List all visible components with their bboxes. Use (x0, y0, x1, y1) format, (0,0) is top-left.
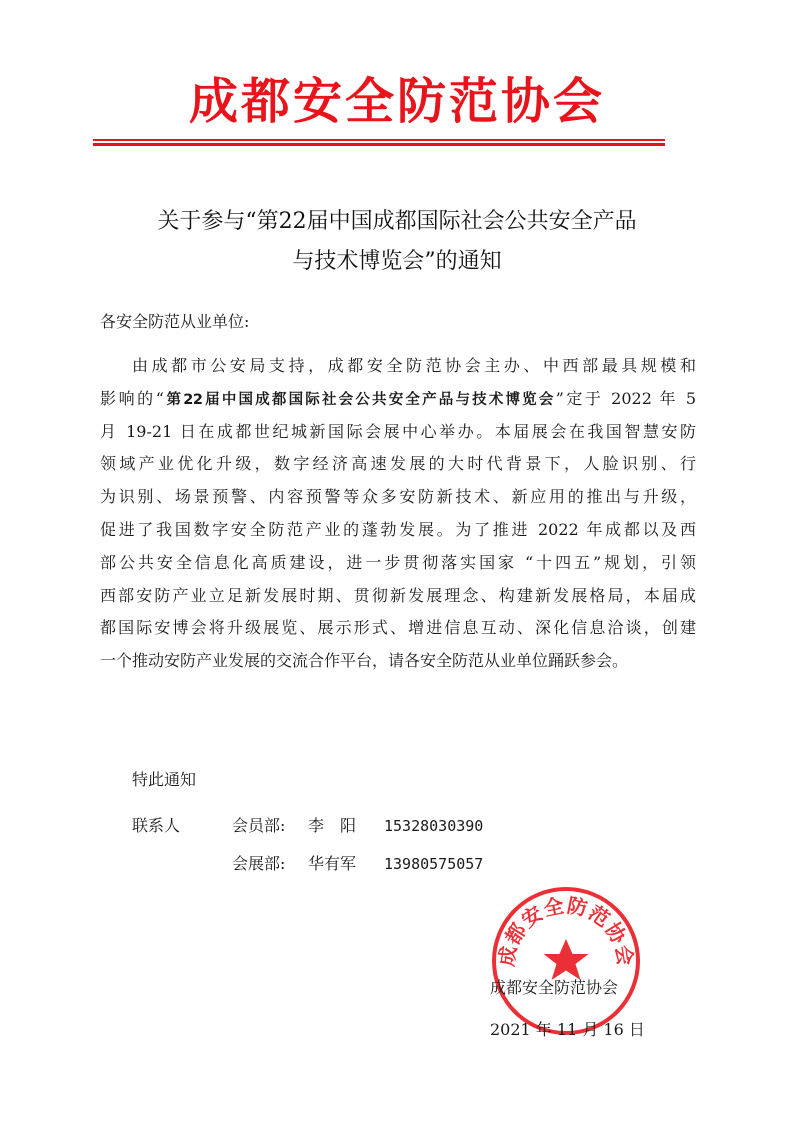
notice-title-line-1: 关于参与“第22届中国成都国际社会公共安全产品 (157, 209, 637, 234)
notice-body (100, 350, 696, 678)
letterhead-divider-thick (93, 143, 665, 146)
body-line: 部公共安全信息化高质建设，进一步贯彻落实国家 “十四五”规划，引领 (100, 552, 696, 572)
closing-remark: 特此通知 (132, 770, 197, 789)
body-line (100, 383, 696, 416)
contact-row (232, 814, 483, 838)
expo-name-emphasis: 第22届中国成都国际社会公共安全产品与技术博览会 (163, 391, 556, 408)
notice-title-line-2: 与技术博览会”的通知 (292, 249, 502, 274)
body-line: 月 19-21 日在成都世纪城新国际会展中心举办。本届展会在我国智慧安防 (100, 421, 696, 441)
contact-phone: 13980575057 (384, 855, 484, 873)
contact-phone: 15328030390 (384, 817, 484, 835)
body-line: 领域产业优化升级，数字经济高速发展的大时代背景下，人脸识别、行 (100, 454, 696, 474)
contact-name: 李 阳 (308, 816, 357, 835)
seal-star-icon (544, 939, 589, 980)
body-line: 一个推动安防产业发展的交流合作平台，请各安全防范从业单位踊跃参会。 (100, 651, 629, 671)
contact-department: 会展部: (232, 854, 286, 873)
contact-name: 华有军 (308, 854, 357, 873)
signature-date: 2021 年 11 月 16 日 (490, 1020, 645, 1039)
contact-label: 联系人 (132, 816, 181, 835)
letterhead-divider-thin (93, 139, 665, 141)
letterhead-title: 成都安全防范协会 (188, 73, 605, 130)
contact-row (232, 852, 483, 876)
signature-organization: 成都安全防范协会 (490, 978, 619, 997)
contact-department: 会员部: (232, 816, 286, 835)
salutation: 各安全防范从业单位: (100, 312, 250, 331)
seal-text: 成都安全防范协会 (494, 893, 638, 968)
notice-title (100, 202, 694, 282)
body-line: 为识别、场景预警、内容预警等众多安防新技术、新应用的推出与升级， (100, 487, 696, 507)
official-seal-stamp (488, 883, 644, 1039)
body-line: 西部安防产业立足新发展时期、贯彻新发展理念、构建新发展格局，本届成 (100, 585, 696, 605)
body-line: 促进了我国数字安全防范产业的蓬勃发展。为了推进 2022 年成都以及西 (100, 519, 696, 539)
body-line: 由成都市公安局支持，成都安全防范协会主办、中西部最具规模和 (132, 356, 696, 375)
body-line: 都国际安博会将升级展览、展示形式、增进信息互动、深化信息洽谈，创建 (100, 618, 696, 638)
body-line-suffix: ”定于 2022 年 5 (555, 388, 696, 408)
body-line-prefix: 影响的“ (100, 388, 164, 408)
